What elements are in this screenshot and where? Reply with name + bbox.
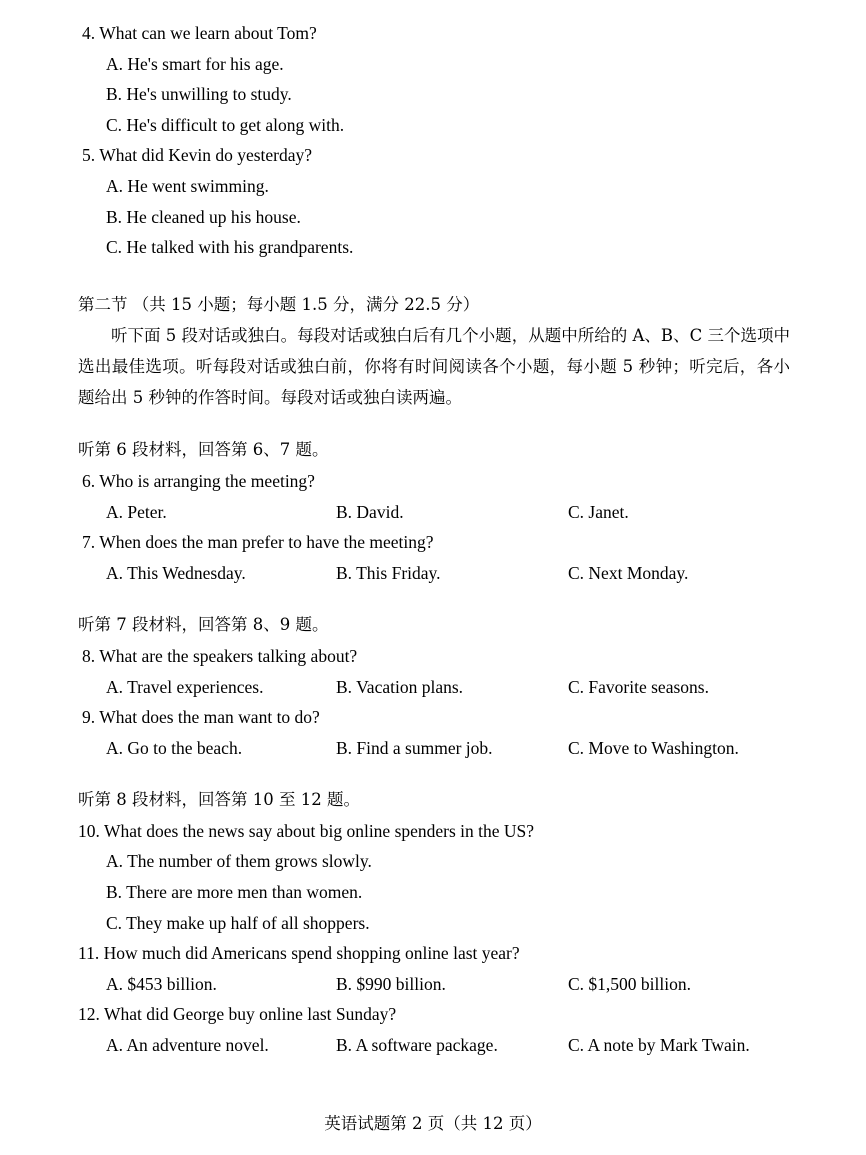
- option-b: B. Find a summer job.: [336, 737, 493, 758]
- option-c: C. $1,500 billion.: [568, 973, 691, 994]
- question-text: What did George buy online last Sunday?: [103, 1004, 397, 1025]
- question-stem: [78, 702, 790, 733]
- option-c: C. Janet.: [568, 501, 629, 522]
- option-item: A. The number of them grows slowly.: [106, 851, 372, 872]
- option-a: A. An adventure novel.: [106, 1035, 269, 1056]
- question-stem: [78, 140, 790, 171]
- spacer: [78, 263, 790, 290]
- option-item: C. They make up half of all shoppers.: [106, 912, 370, 933]
- option-b: B. Vacation plans.: [336, 676, 464, 697]
- options-row: [78, 733, 790, 764]
- question-number: 8.: [82, 645, 96, 666]
- question-text: Who is arranging the meeting?: [99, 470, 315, 491]
- question-stem: [78, 527, 790, 558]
- spacer: [78, 413, 790, 435]
- question-text: How much did Americans spend shopping online last year?: [103, 943, 520, 964]
- question-number: 12.: [78, 1004, 100, 1025]
- question-stem: [78, 816, 790, 847]
- material-heading-7: 听第 7 段材料，回答第 8、9 题。: [78, 615, 329, 635]
- options-row: [78, 969, 790, 1000]
- option-item: C. He talked with his grandparents.: [106, 237, 354, 258]
- question-text: What are the speakers talking about?: [99, 645, 358, 666]
- question-number: 4.: [82, 23, 96, 43]
- question-number: 9.: [82, 707, 96, 728]
- page-content: [78, 18, 790, 1061]
- option-item: A. He's smart for his age.: [106, 53, 284, 74]
- option-item: B. There are more men than women.: [106, 882, 363, 903]
- question-text: What can we learn about Tom?: [99, 23, 317, 43]
- options-row: [78, 497, 790, 528]
- question-number: 5.: [82, 145, 96, 166]
- material-heading-8: 听第 8 段材料，回答第 10 至 12 题。: [78, 790, 360, 810]
- option-a: A. Travel experiences.: [106, 676, 264, 697]
- option-c: C. A note by Mark Twain.: [568, 1035, 750, 1056]
- option-c: C. Favorite seasons.: [568, 676, 709, 697]
- option-b: B. David.: [336, 501, 404, 522]
- question-stem: [78, 18, 790, 49]
- question-text: What did Kevin do yesterday?: [99, 145, 313, 166]
- material-heading-6: 听第 6 段材料，回答第 6、7 题。: [78, 440, 329, 460]
- options-row: [78, 672, 790, 703]
- option-item: B. He cleaned up his house.: [106, 206, 301, 227]
- options-row: [78, 558, 790, 589]
- option-item: B. He's unwilling to study.: [106, 84, 292, 105]
- question-text: What does the man want to do?: [99, 707, 320, 728]
- question-number: 6.: [82, 470, 96, 491]
- question-stem: [78, 466, 790, 497]
- section-two-instructions: [78, 320, 790, 413]
- option-b: B. $990 billion.: [336, 973, 446, 994]
- page-footer: 英语试题第 2 页（共 12 页）: [324, 1114, 542, 1133]
- option-c: C. Next Monday.: [568, 562, 689, 583]
- question-stem: [78, 938, 790, 969]
- question-text: What does the news say about big online spenders in the US?: [103, 820, 535, 841]
- option-a: A. $453 billion.: [106, 973, 217, 994]
- option-b: B. A software package.: [336, 1035, 498, 1056]
- option-a: A. This Wednesday.: [106, 562, 246, 583]
- option-a: A. Go to the beach.: [106, 737, 243, 758]
- question-number: 11.: [78, 943, 100, 964]
- option-item: C. He's difficult to get along with.: [106, 114, 345, 135]
- option-item: A. He went swimming.: [106, 175, 269, 196]
- question-number: 7.: [82, 532, 96, 553]
- question-text: When does the man prefer to have the meeting?: [99, 532, 434, 553]
- question-stem: [78, 641, 790, 672]
- spacer: [78, 588, 790, 610]
- option-c: C. Move to Washington.: [568, 737, 739, 758]
- instructions-text: 听下面 5 段对话或独白。每段对话或独白后有几个小题，从题中所给的 A、B、C 三个选项中选出最佳选项。听每段对话或独白前，你将有时间阅读各个小题，每小题 5 秒钟；听完后，各小题给出 5 秒钟的作答时间。每段对话或独白读两遍。: [78, 326, 790, 408]
- question-number: 10.: [78, 820, 100, 841]
- option-a: A. Peter.: [106, 501, 167, 522]
- spacer: [78, 763, 790, 785]
- options-row: [78, 1030, 790, 1061]
- section-two-title: 第二节 （共 15 小题；每小题 1.5 分，满分 22.5 分）: [78, 294, 480, 314]
- question-stem: [78, 999, 790, 1030]
- option-b: B. This Friday.: [336, 562, 441, 583]
